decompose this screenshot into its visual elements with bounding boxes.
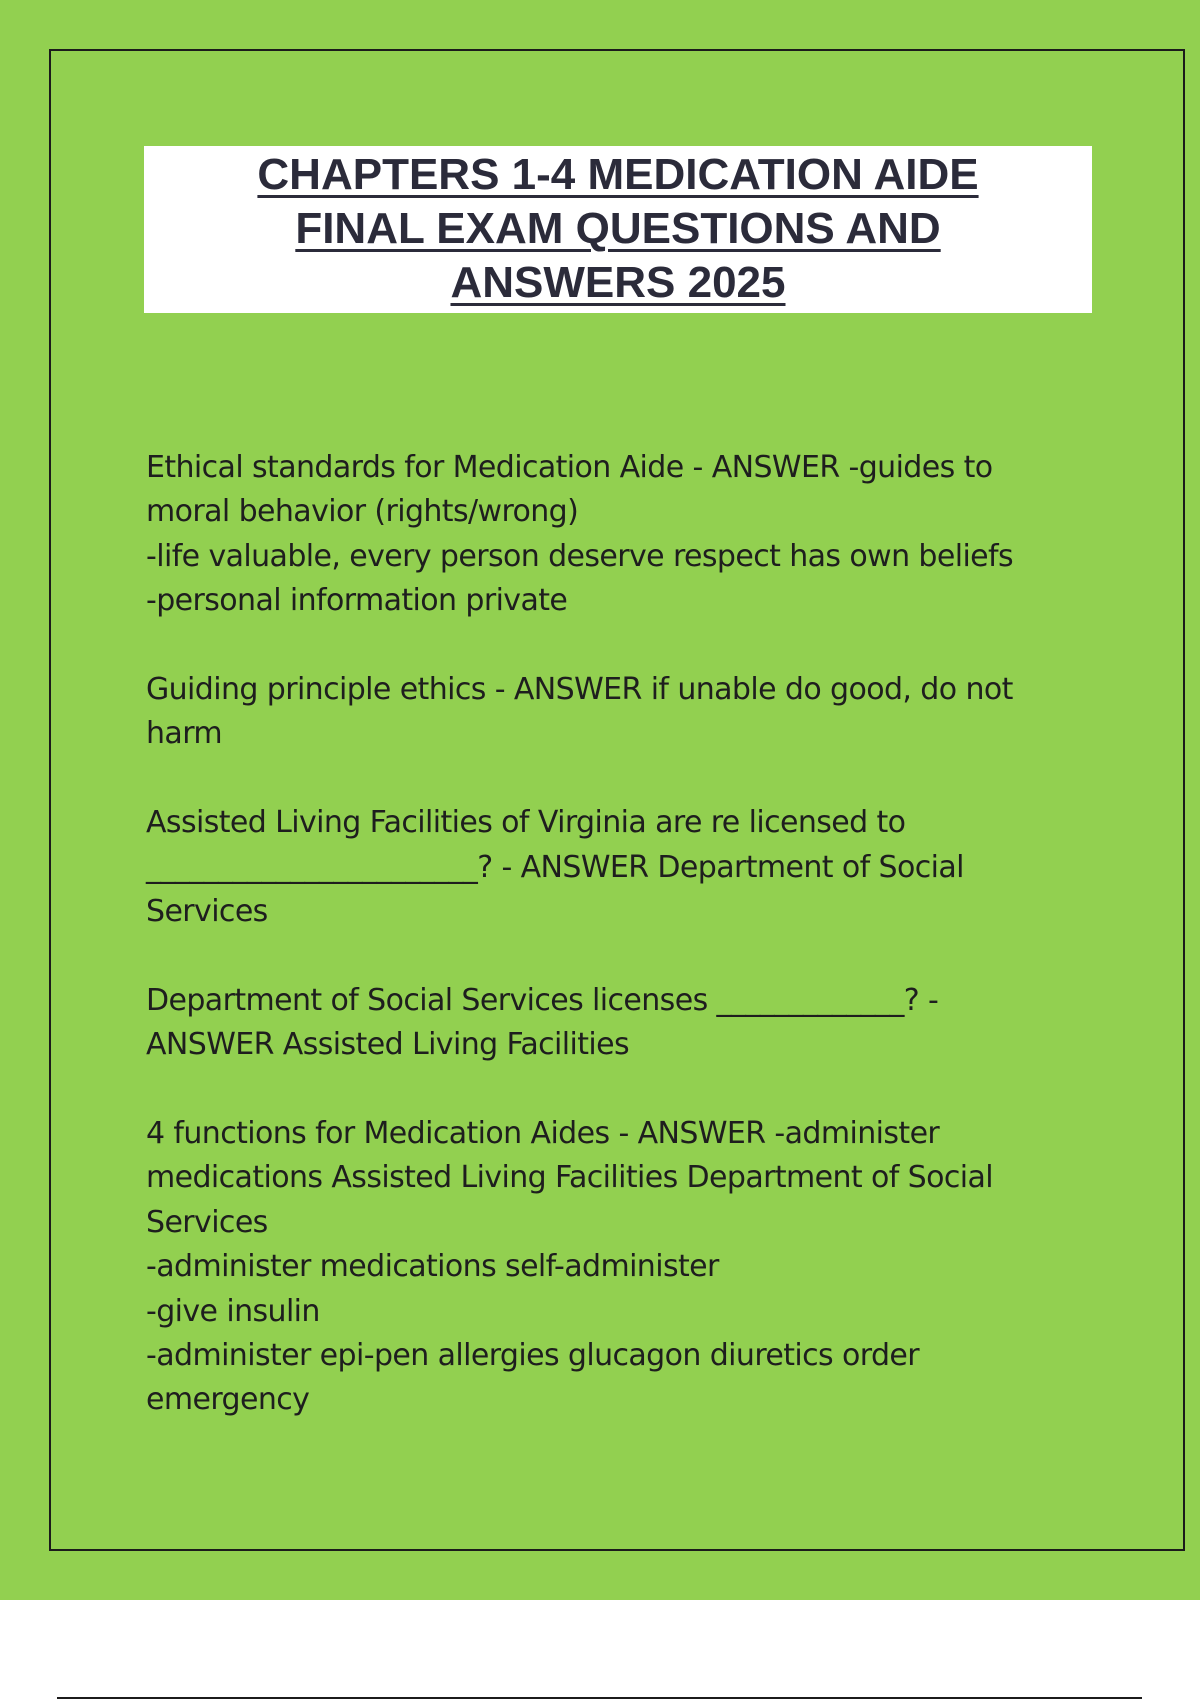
title-line: CHAPTERS 1-4 MEDICATION AIDE [257, 150, 979, 199]
qa-line: medications Assisted Living Facilities Department of Social [146, 1160, 994, 1196]
qa-item-four-functions [146, 1112, 1046, 1423]
qa-line: Assisted Living Facilities of Virginia are re licensed to [146, 805, 906, 841]
qa-line: Department of Social Services licenses _____________? - [146, 982, 939, 1018]
qa-line: emergency [146, 1382, 310, 1418]
qa-line: -administer medications self-administer [146, 1249, 719, 1285]
qa-item-dss-licenses [146, 979, 1046, 1068]
qa-content [146, 446, 1046, 1467]
qa-item-guiding-principle [146, 668, 1046, 757]
title-line: ANSWERS 2025 [450, 258, 786, 307]
qa-line: Ethical standards for Medication Aide - ANSWER -guides to [146, 450, 993, 485]
qa-line: moral behavior (rights/wrong) [146, 494, 579, 530]
qa-line: -administer epi-pen allergies glucagon diuretics order [146, 1338, 920, 1374]
qa-line: Services [146, 894, 268, 930]
qa-item-ethical-standards [146, 446, 1046, 624]
qa-line: 4 functions for Medication Aides - ANSWER -administer [146, 1116, 940, 1152]
qa-line: Services [146, 1204, 268, 1240]
title-banner [144, 146, 1092, 313]
qa-line: Guiding principle ethics - ANSWER if unable do good, do not [146, 672, 1013, 708]
qa-line: -personal information private [146, 583, 568, 619]
qa-line: ANSWER Assisted Living Facilities [146, 1027, 630, 1063]
qa-item-assisted-living-licensing [146, 801, 1046, 934]
title-line: FINAL EXAM QUESTIONS AND [295, 204, 941, 253]
footer-rule [57, 1697, 1142, 1699]
qa-line: -life valuable, every person deserve respect has own beliefs [146, 538, 1014, 574]
qa-line: -give insulin [146, 1293, 320, 1329]
qa-line: harm [146, 716, 223, 752]
qa-line: _______________________? - ANSWER Department of Social [146, 849, 964, 885]
